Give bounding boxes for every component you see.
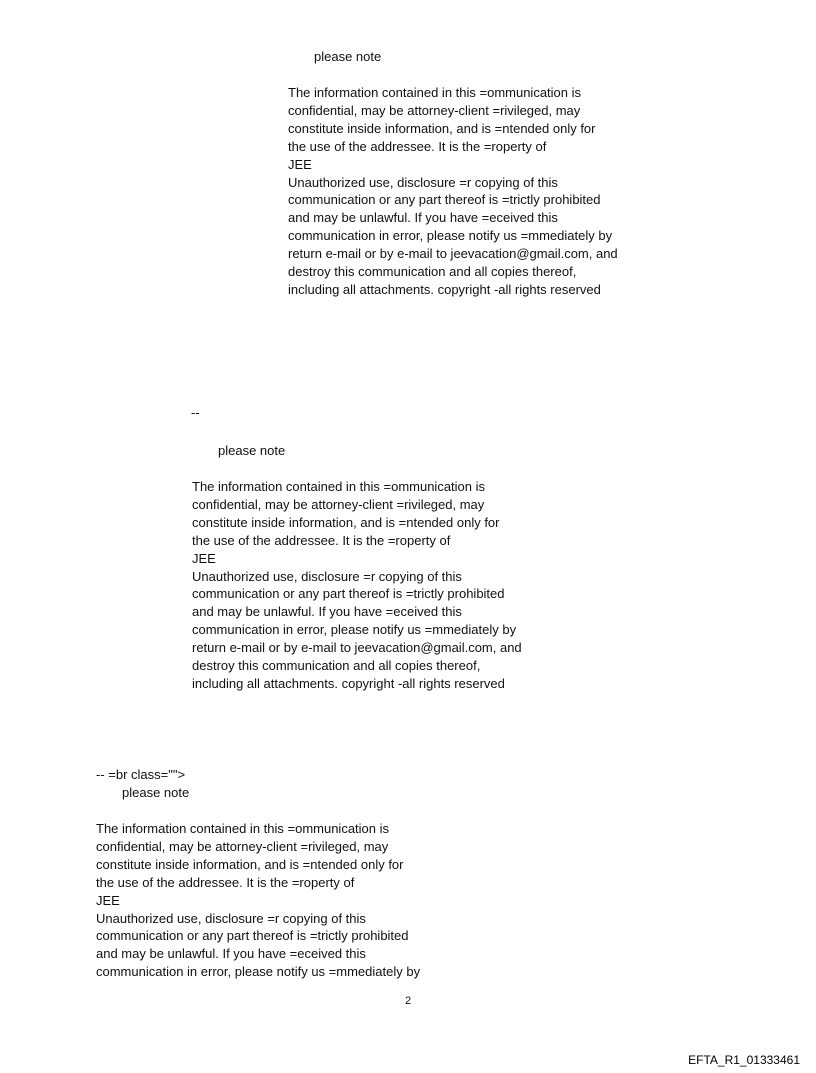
disclaimer-line: Unauthorized use, disclosure =r copying of this	[96, 910, 366, 926]
disclaimer-line: JEE	[288, 156, 312, 172]
disclaimer-line: communication or any part thereof is =trictly prohibited	[288, 192, 601, 208]
disclaimer-line: including all attachments. copyright -all rights reserved	[288, 281, 601, 297]
disclaimer-line: constitute inside information, and is =ntended only for	[96, 856, 404, 872]
disclaimer-line: communication in error, please notify us =mmediately by	[288, 228, 613, 244]
note-heading-2: please note	[218, 443, 286, 458]
disclaimer-line: return e-mail or by e-mail to jeevacation@gmail.com, and	[192, 640, 522, 656]
disclaimer-line: Unauthorized use, disclosure =r copying of this	[192, 568, 462, 584]
disclaimer-line: communication or any part thereof is =trictly prohibited	[192, 586, 505, 602]
separator-2: --	[191, 405, 200, 420]
disclaimer-line: destroy this communication and all copies thereof,	[192, 658, 481, 674]
disclaimer-line: and may be unlawful. If you have =eceived this	[288, 210, 558, 226]
disclaimer-block-1	[288, 84, 618, 299]
disclaimer-line: JEE	[192, 550, 216, 566]
disclaimer-line: constitute inside information, and is =ntended only for	[192, 514, 500, 530]
page-number: 2	[404, 995, 412, 1007]
disclaimer-line: the use of the addressee. It is the =roperty of	[192, 532, 451, 548]
disclaimer-line: The information contained in this =ommunication is	[96, 821, 390, 836]
disclaimer-line: confidential, may be attorney-client =rivileged, may	[288, 102, 581, 118]
bates-number: EFTA_R1_01333461	[688, 1053, 800, 1067]
disclaimer-line: confidential, may be attorney-client =rivileged, may	[192, 496, 485, 512]
note-heading-3: please note	[122, 785, 190, 800]
disclaimer-line: communication or any part thereof is =trictly prohibited	[96, 928, 409, 944]
note-heading-1: please note	[314, 49, 382, 64]
separator-3: -- =br class="">	[96, 767, 186, 782]
disclaimer-line: The information contained in this =ommunication is	[288, 85, 582, 100]
disclaimer-line: destroy this communication and all copies thereof,	[288, 264, 577, 280]
disclaimer-line: return e-mail or by e-mail to jeevacation@gmail.com, and	[288, 246, 618, 262]
disclaimer-line: communication in error, please notify us =mmediately by	[192, 622, 517, 638]
disclaimer-block-2	[192, 478, 522, 693]
disclaimer-line: confidential, may be attorney-client =rivileged, may	[96, 838, 389, 854]
disclaimer-line: including all attachments. copyright -all rights reserved	[192, 675, 505, 691]
disclaimer-line: and may be unlawful. If you have =eceived this	[192, 604, 462, 620]
disclaimer-line: constitute inside information, and is =ntended only for	[288, 120, 596, 136]
disclaimer-line: and may be unlawful. If you have =eceived this	[96, 946, 366, 962]
disclaimer-line: JEE	[96, 892, 120, 908]
disclaimer-line: the use of the addressee. It is the =roperty of	[96, 874, 355, 890]
disclaimer-line: The information contained in this =ommunication is	[192, 479, 486, 494]
disclaimer-line: communication in error, please notify us =mmediately by	[96, 964, 421, 980]
disclaimer-line: the use of the addressee. It is the =roperty of	[288, 138, 547, 154]
disclaimer-block-3	[96, 820, 420, 981]
disclaimer-line: Unauthorized use, disclosure =r copying of this	[288, 174, 558, 190]
